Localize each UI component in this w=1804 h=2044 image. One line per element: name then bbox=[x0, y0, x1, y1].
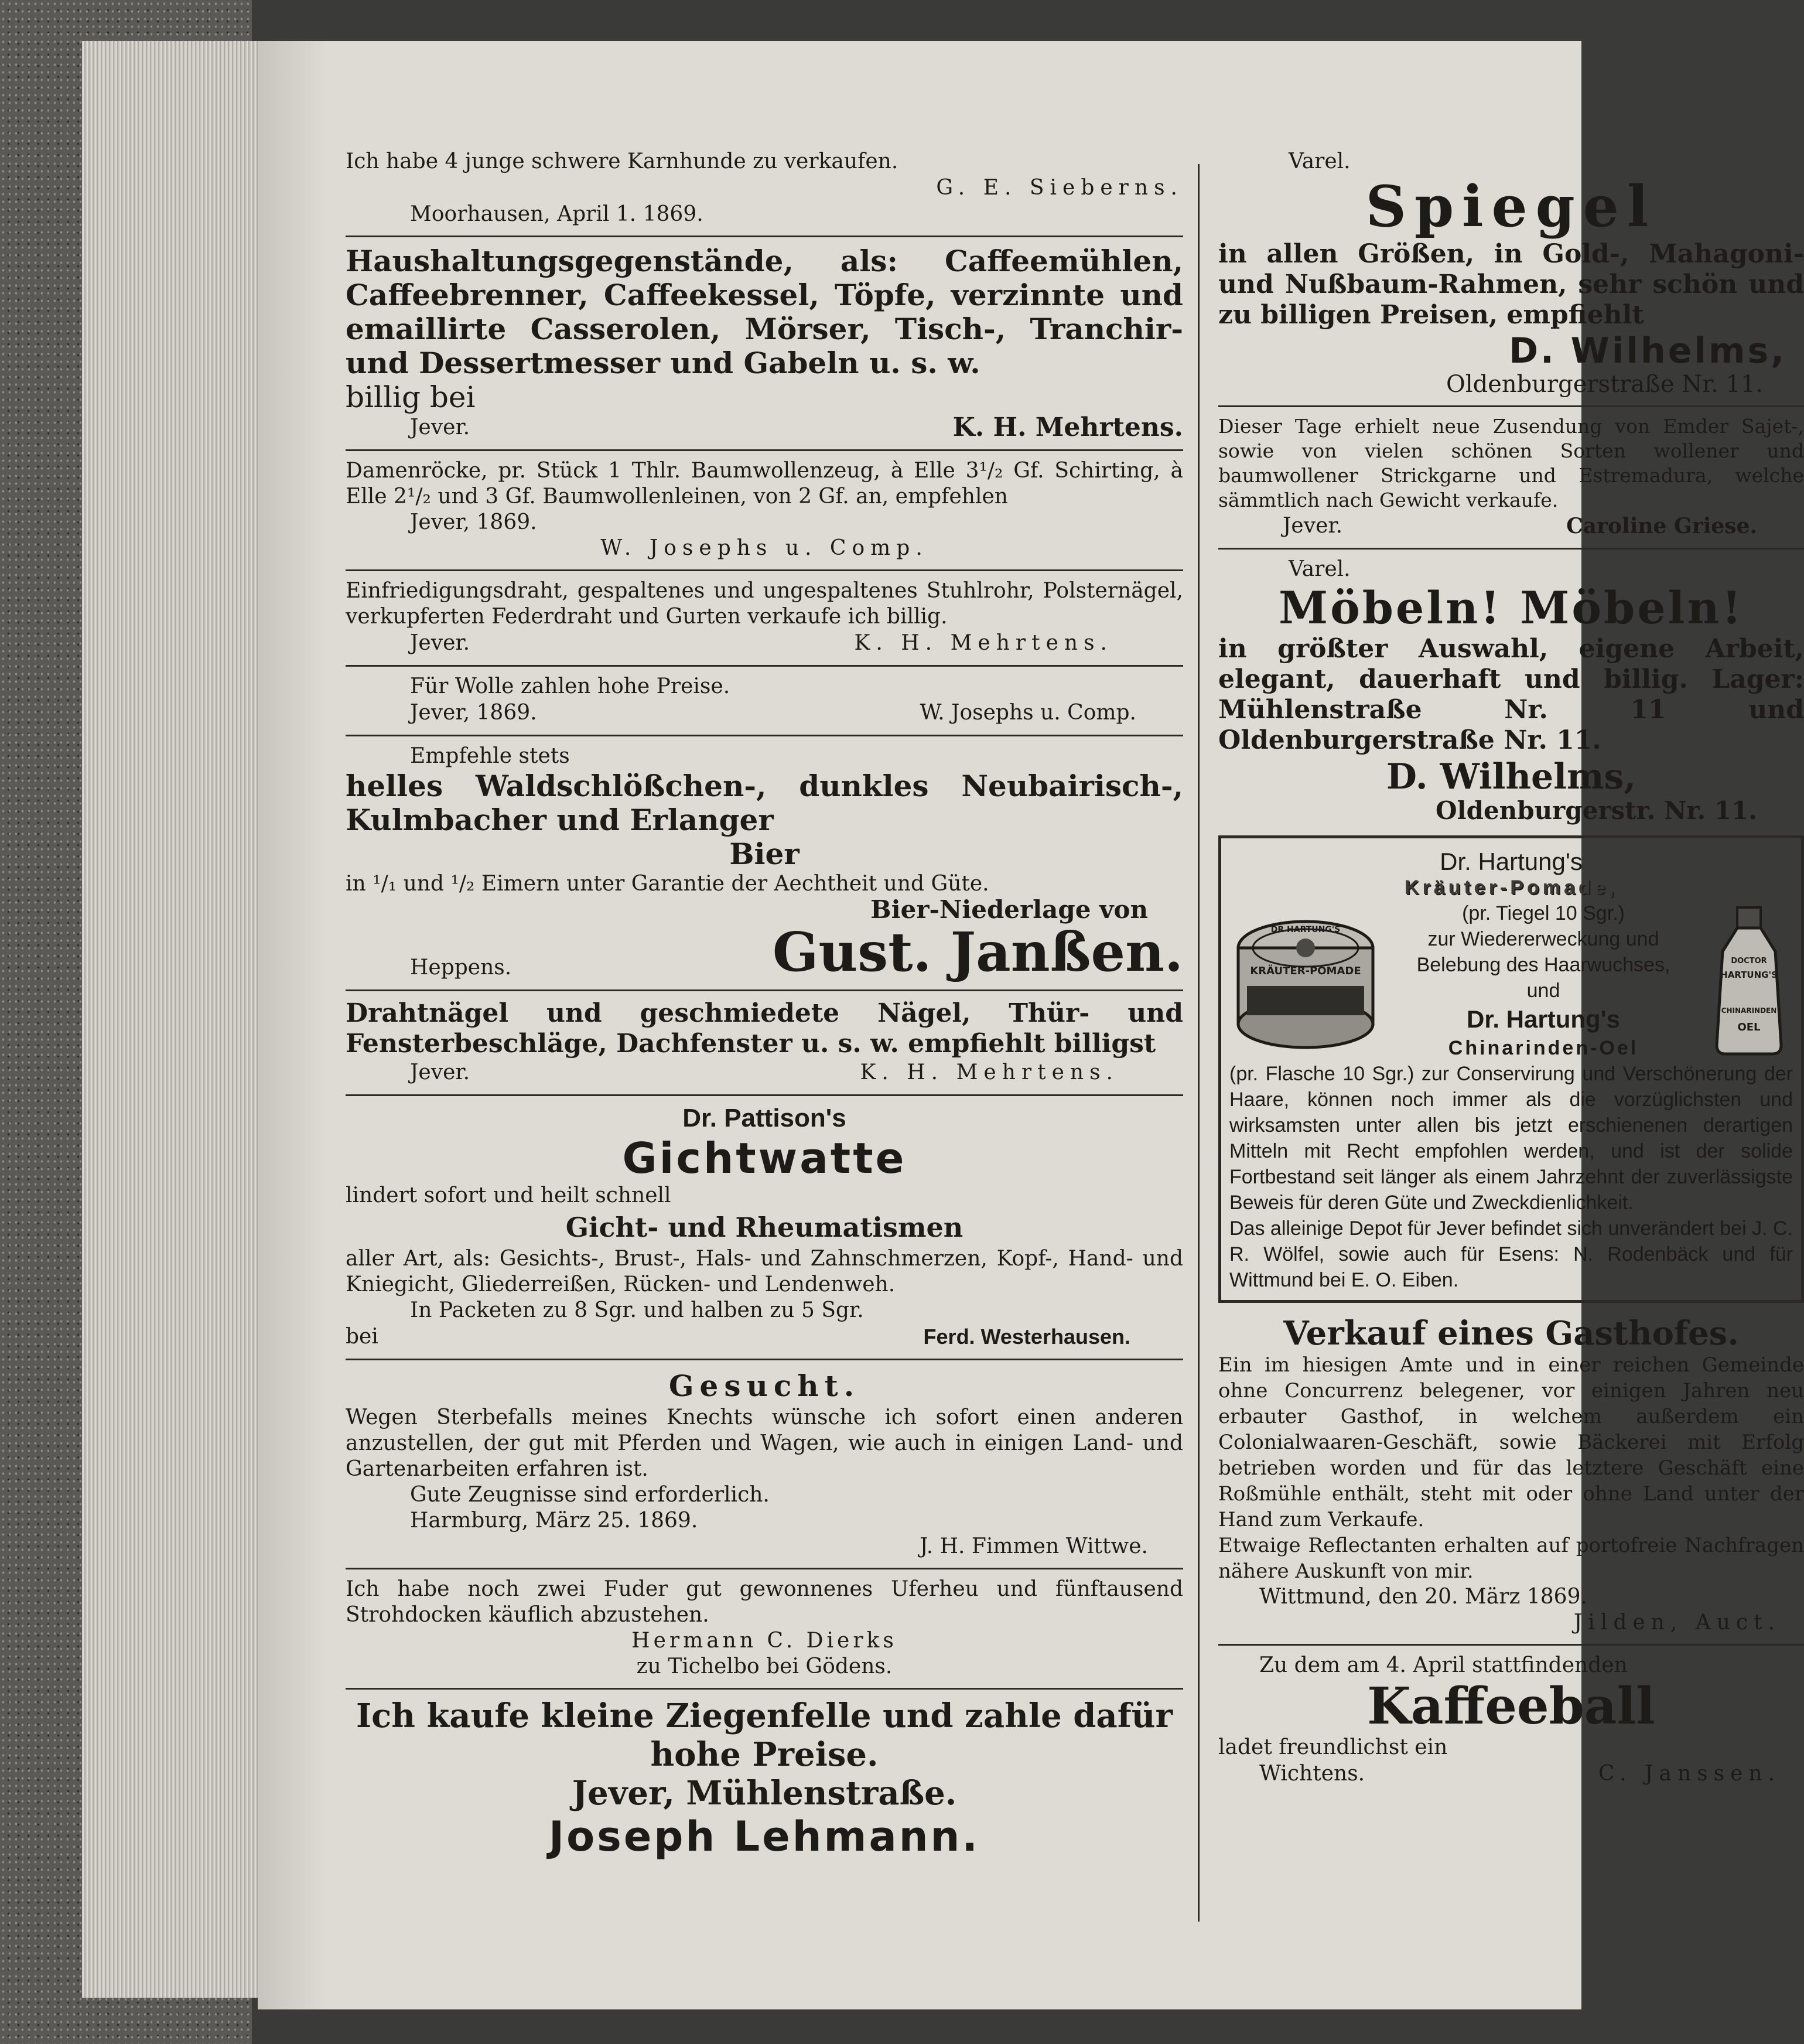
ad-einfriedigung bbox=[346, 576, 1183, 663]
ad-spiegel bbox=[1218, 146, 1804, 403]
ad-gasthof bbox=[1218, 1312, 1804, 1642]
ad-place-date: Moorhausen, April 1. 1869. bbox=[410, 202, 703, 226]
ad-signer: G. E. Sieberns. bbox=[936, 176, 1183, 200]
ad-title2: Dr. Hartung's bbox=[1466, 1005, 1621, 1033]
ad-line: Gute Zeugnisse sind erforderlich. bbox=[410, 1483, 770, 1507]
newspaper-page bbox=[258, 41, 1804, 2009]
ad-title3: Chinarinden-Oel bbox=[1448, 1037, 1639, 1059]
ad-place: Heppens. bbox=[410, 956, 512, 980]
ad-line: Zu dem am 4. April stattfindenden bbox=[1259, 1653, 1628, 1677]
ad-place-date: Jever, 1869. bbox=[410, 701, 537, 725]
oil-bottle-illustration bbox=[1705, 905, 1793, 1057]
ad-drahtnaegel bbox=[346, 996, 1183, 1092]
ad-place: Jever. bbox=[1283, 514, 1343, 538]
ad-bier bbox=[346, 741, 1183, 987]
ad-ziegenfelle bbox=[346, 1694, 1183, 1866]
ad-place: Wichtens. bbox=[1259, 1762, 1365, 1786]
ad-text: Ich habe 4 junge schwere Karnhunde zu verkaufen. bbox=[346, 149, 898, 173]
ad-text: Drahtnägel und geschmiedete Nägel, Thür- und Fensterbeschläge, Dachfenster u. s. w. empfiehlt billigst bbox=[346, 998, 1183, 1059]
divider bbox=[346, 449, 1183, 451]
ad-signer: Ferd. Westerhausen. bbox=[923, 1325, 1130, 1349]
ad-signer: Joseph Lehmann. bbox=[549, 1813, 980, 1861]
ad-packets: In Packeten zu 8 Sgr. und halben zu 5 Sgr. bbox=[410, 1298, 864, 1322]
divider bbox=[346, 735, 1183, 736]
ad-line: in ¹/₁ und ¹/₂ Eimern unter Garantie der Aechtheit und Güte. bbox=[346, 872, 989, 896]
ad-place: Jever. bbox=[410, 1060, 470, 1084]
ad-text: Für Wolle zahlen hohe Preise. bbox=[410, 674, 730, 698]
bottle-label-4: OEL bbox=[1737, 1021, 1761, 1033]
ad-signer: Caroline Griese. bbox=[1566, 514, 1757, 538]
ad-signer: Hermann C. Dierks bbox=[631, 1629, 897, 1653]
ad-text: Ich kaufe kleine Ziegenfelle und zahle dafür hohe Preise. bbox=[356, 1697, 1173, 1774]
ad-mid-3: Belebung des Haarwuchses, bbox=[1416, 954, 1670, 976]
page-edges bbox=[82, 41, 275, 1998]
ad-text: (pr. Flasche 10 Sgr.) zur Conservirung und Verschönerung der Haare, können noch immer als die vorzüglichsten und wirksamsten unter allen bis jetzt erschienenen derartigen Mitteln mit Recht empfohlen werden, und ist der solide Fortbestand seit länger als einem Jahrzehnt der zuverlässigste Beweis für deren Güte und Zweckdienlichkeit. bbox=[1229, 1063, 1793, 1214]
ad-strickgarne bbox=[1218, 412, 1804, 545]
divider bbox=[1218, 1644, 1804, 1646]
ad-place: Varel. bbox=[1289, 149, 1351, 173]
ad-signer: Gust. Janßen. bbox=[772, 920, 1183, 984]
ad-title: Spiegel bbox=[1365, 173, 1657, 240]
ad-signer: Jilden, Auct. bbox=[1573, 1610, 1781, 1634]
ad-text2: Etwaige Reflectanten erhalten auf portofreie Nachfragen nähere Auskunft von mir. bbox=[1218, 1534, 1804, 1583]
ad-signer: W. Josephs u. Comp. bbox=[600, 536, 928, 560]
ad-kaffeeball bbox=[1218, 1650, 1804, 1793]
divider bbox=[346, 1094, 1183, 1096]
ad-address: Oldenburgerstr. Nr. 11. bbox=[1436, 796, 1757, 825]
ad-title-small: Dr. Hartung's bbox=[1440, 848, 1583, 875]
ad-line1: lindert sofort und heilt schnell bbox=[346, 1183, 671, 1207]
right-column bbox=[1218, 146, 1804, 1793]
ad-text2: Das alleinige Depot für Jever befindet sich unverändert bei J. C. R. Wölfel, sowie auch für Esens: N. Rodenbäck und für Wittmund bei E. O. Eiben. bbox=[1229, 1217, 1793, 1291]
ad-place-date: Wittmund, den 20. März 1869. bbox=[1259, 1585, 1587, 1609]
ad-text: in größter Auswahl, eigene Arbeit, elegant, dauerhaft und billig. Lager: Mühlenstraße Nr. 11 und Oldenburgerstraße Nr. 11. bbox=[1218, 634, 1804, 755]
ad-address: Oldenburgerstraße Nr. 11. bbox=[1446, 371, 1763, 398]
ad-damenroecke bbox=[346, 456, 1183, 567]
ad-mid-2: zur Wiedererweckung und bbox=[1427, 928, 1659, 950]
divider bbox=[1218, 405, 1804, 407]
ad-text: aller Art, als: Gesichts-, Brust-, Hals- und Zahnschmerzen, Kopf-, Hand- und Kniegicht, Gliederreißen, Rücken- und Lendenweh. bbox=[346, 1247, 1183, 1296]
ad-place: Jever. bbox=[410, 631, 470, 655]
ad-intro: Empfehle stets bbox=[410, 744, 570, 768]
ad-gichtwatte bbox=[346, 1101, 1183, 1356]
ad-text: in allen Größen, in Gold-, Mahagoni- und Nußbaum-Rahmen, sehr schön und zu billigen Preisen, empfiehlt bbox=[1218, 239, 1804, 330]
ad-title-small: Dr. Pattison's bbox=[682, 1104, 846, 1132]
ad-signer: W. Josephs u. Comp. bbox=[920, 701, 1136, 725]
jar-label-side: KRÄUTER-POMADE bbox=[1250, 965, 1361, 977]
ad-place: Varel. bbox=[1289, 557, 1351, 581]
divider bbox=[346, 989, 1183, 991]
ad-text: Dieser Tage erhielt neue Zusendung von Emder Sajet-, sowie von vielen schönen Sorten wollener und baumwollener Strickgarne und Estremadura, welche sämmtlich nach Gewicht verkaufe. bbox=[1218, 415, 1804, 511]
ad-signer: K. H. Mehrtens. bbox=[860, 1060, 1119, 1084]
ad-karnhunde bbox=[346, 146, 1183, 233]
divider bbox=[346, 1359, 1183, 1360]
divider bbox=[1218, 548, 1804, 550]
ad-mid-4: und bbox=[1526, 980, 1560, 1002]
ad-moebeln bbox=[1218, 554, 1804, 830]
ad-haushalt bbox=[346, 242, 1183, 447]
ad-tail: billig bei bbox=[346, 380, 476, 414]
ad-text: Einfriedigungsdraht, gespaltenes und ungespaltenes Stuhlrohr, Polsternägel, verkupferten Federdraht und Gurten verkaufe ich billig. bbox=[346, 579, 1183, 629]
divider bbox=[346, 569, 1183, 571]
bottle-label-2: HARTUNG'S bbox=[1720, 970, 1778, 980]
ad-title: Gesucht. bbox=[668, 1369, 860, 1403]
ad-bier: Bier bbox=[729, 837, 800, 871]
ad-signer: D. Wilhelms, bbox=[1386, 756, 1636, 797]
ad-signer: K. H. Mehrtens. bbox=[952, 412, 1183, 442]
ad-title: Möbeln! Möbeln! bbox=[1278, 582, 1744, 634]
ad-place: Jever. bbox=[410, 415, 470, 439]
ad-title-big: Kräuter-Pomade, bbox=[1405, 876, 1618, 899]
ad-text: ladet freundlichst ein bbox=[1218, 1735, 1448, 1759]
pomade-jar-illustration bbox=[1229, 916, 1382, 1050]
ad-text: helles Waldschlößchen-, dunkles Neubairisch-, Kulmbacher und Erlanger bbox=[346, 769, 1183, 837]
ad-gesucht bbox=[346, 1365, 1183, 1565]
ad-bei: bei bbox=[346, 1325, 378, 1349]
ad-text: Damenröcke, pr. Stück 1 Thlr. Baumwollenzeug, à Elle 3¹/₂ Gf. Schirting, à Elle 2¹/₂ und 3 Gf. Baumwollenleinen, von 2 Gf. an, empfehlen bbox=[346, 459, 1183, 509]
ad-address: Jever, Mühlenstraße. bbox=[572, 1774, 957, 1813]
ad-title: Kaffeeball bbox=[1367, 1677, 1655, 1736]
ad-place-date: Harmburg, März 25. 1869. bbox=[410, 1509, 698, 1533]
ad-line2: Gicht- und Rheumatismen bbox=[565, 1212, 964, 1243]
left-column bbox=[346, 146, 1183, 1866]
jar-label-top: DR HARTUNG'S bbox=[1270, 925, 1341, 934]
ad-hartung-frame bbox=[1218, 835, 1804, 1303]
ad-signer: C. Janssen. bbox=[1598, 1762, 1781, 1786]
ad-text: Wegen Sterbefalls meines Knechts wünsche ich sofort einen anderen anzustellen, der gut mit Pferden und Wagen, wie auch in einigen Land- und Gartenarbeiten erfahren ist. bbox=[346, 1405, 1183, 1481]
ad-signer: D. Wilhelms, bbox=[1509, 330, 1786, 371]
divider bbox=[346, 665, 1183, 667]
ad-place-date: Jever, 1869. bbox=[410, 510, 537, 534]
ad-title: Verkauf eines Gasthofes. bbox=[1283, 1314, 1739, 1353]
divider bbox=[346, 1568, 1183, 1569]
ad-niederlage: Bier-Niederlage von bbox=[870, 895, 1148, 924]
bottle-label-1: DOCTOR bbox=[1731, 957, 1767, 965]
ad-place: zu Tichelbo bei Gödens. bbox=[636, 1654, 893, 1678]
ad-text: Ein im hiesigen Amte und in einer reichen Gemeinde ohne Concurrenz belegener, vor einigen Jahren neu erbauter Gasthof, in welchem außerdem ein Colonialwaaren-Geschäft, sowie Bäckerei mit Erfolg betrieben worden und für das letztere Geschäft eine Roßmühle enthält, steht mit oder ohne Land unter der Hand zum Verkaufe. bbox=[1218, 1353, 1804, 1531]
ad-signer: J. H. Fimmen Wittwe. bbox=[920, 1534, 1148, 1558]
divider bbox=[346, 1688, 1183, 1690]
column-divider bbox=[1198, 164, 1200, 1922]
ad-signer: K. H. Mehrtens. bbox=[854, 631, 1113, 655]
ad-mid-1: (pr. Tiegel 10 Sgr.) bbox=[1462, 902, 1625, 924]
ad-wolle bbox=[346, 671, 1183, 732]
ad-text: Haushaltungsgegenstände, als: Caffeemühlen, Caffeebrenner, Caffeekessel, Töpfe, verzinnte und emaillirte Casserolen, Mörser, Tisch-, Tranchir- und Dessertmesser und Gabeln u. s. w. bbox=[346, 244, 1183, 380]
ad-text: Ich habe noch zwei Fuder gut gewonnenes Uferheu und fünftausend Strohdocken käuflich abzustehen. bbox=[346, 1577, 1183, 1627]
divider bbox=[346, 236, 1183, 237]
ad-uferheu bbox=[346, 1574, 1183, 1685]
ad-title-big: Gichtwatte bbox=[622, 1134, 907, 1183]
bottle-label-3: CHINARINDEN bbox=[1721, 1006, 1777, 1015]
